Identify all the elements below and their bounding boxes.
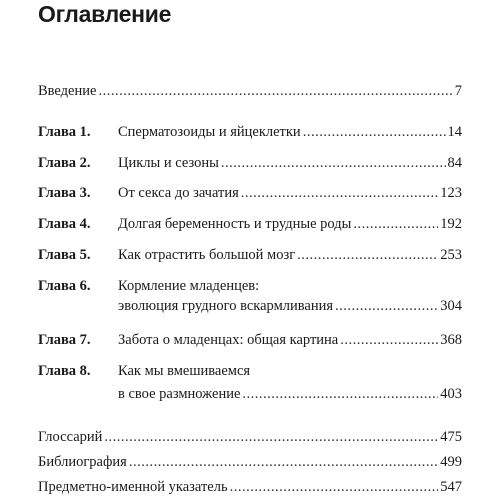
entry-title: Циклы и сезоны (118, 155, 219, 171)
dot-leader (353, 215, 438, 233)
page-number: 547 (440, 479, 462, 495)
page-number: 499 (440, 454, 462, 470)
chapter-label: Глава 5. (38, 247, 91, 263)
dot-leader (335, 297, 438, 315)
entry-title: Сперматозоиды и яйцеклетки (118, 124, 301, 140)
page-number: 123 (440, 185, 462, 201)
entry-title: Глоссарий (38, 429, 103, 445)
entry-title: Как мы вмешиваемся (118, 363, 251, 379)
dot-leader (340, 331, 438, 349)
page-number: 253 (440, 247, 462, 263)
entry-title-continued: эволюция грудного вскармливания (118, 298, 334, 314)
dot-leader (129, 453, 438, 471)
chapter-label: Глава 7. (38, 332, 91, 348)
dot-leader (242, 385, 438, 403)
dot-leader (241, 184, 438, 202)
entry-title: Кормление младенцев: (118, 278, 260, 294)
toc-entry-chapter-1[interactable] (38, 123, 462, 141)
entry-title: От секса до зачатия (118, 185, 239, 201)
page-number: 368 (440, 332, 462, 348)
page-number: 475 (440, 429, 462, 445)
toc-entry-chapter-2[interactable] (38, 154, 462, 172)
toc-entry-chapter-6-line-1[interactable] (38, 277, 462, 295)
toc-entry-chapter-6-line-2[interactable] (38, 297, 462, 315)
dot-leader (230, 478, 439, 496)
entry-title: Долгая беременность и трудные роды (118, 216, 352, 232)
entry-title: Забота о младенцах: общая картина (118, 332, 339, 348)
toc-entry-intro[interactable] (38, 82, 462, 100)
toc-entry-chapter-7[interactable] (38, 331, 462, 349)
dot-leader (104, 428, 438, 446)
entry-title: Предметно-именной указатель (38, 479, 228, 495)
entry-title: Библиография (38, 454, 127, 470)
entry-title-continued: в свое размножение (118, 386, 241, 402)
page-number: 7 (454, 83, 462, 99)
chapter-label: Глава 3. (38, 185, 91, 201)
page-title: Оглавление (38, 1, 172, 27)
toc-entry-chapter-8-line-1[interactable] (38, 362, 462, 380)
chapter-label: Глава 8. (38, 363, 91, 379)
page-number: 84 (447, 155, 462, 171)
dot-leader (303, 123, 446, 141)
chapter-label: Глава 6. (38, 278, 91, 294)
dot-leader (98, 82, 452, 100)
chapter-label: Глава 2. (38, 155, 91, 171)
toc-entry-chapter-4[interactable] (38, 215, 462, 233)
toc-entry-glossary[interactable] (38, 428, 462, 446)
page-number: 14 (447, 124, 462, 140)
toc-entry-index[interactable] (38, 478, 462, 496)
chapter-label: Глава 1. (38, 124, 91, 140)
entry-title: Введение (38, 83, 97, 99)
toc-entry-chapter-3[interactable] (38, 184, 462, 202)
entry-title: Как отрастить большой мозг (118, 247, 296, 263)
dot-leader (297, 246, 438, 264)
toc-entry-bibliography[interactable] (38, 453, 462, 471)
toc-entry-chapter-5[interactable] (38, 246, 462, 264)
chapter-label: Глава 4. (38, 216, 91, 232)
dot-leader (221, 154, 446, 172)
page-number: 192 (440, 216, 462, 232)
toc-entry-chapter-8-line-2[interactable] (38, 385, 462, 403)
page-number: 403 (440, 386, 462, 402)
page-number: 304 (440, 298, 462, 314)
